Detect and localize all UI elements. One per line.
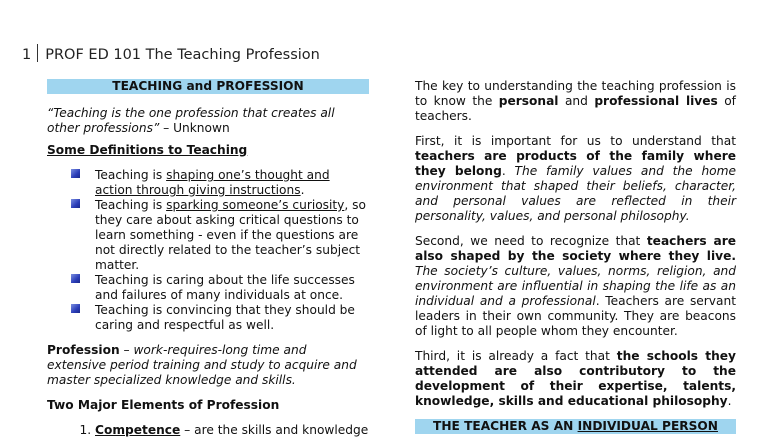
paragraph-key-understanding: The key to understanding the teaching profession is to know the personal and professional lives of teachers. bbox=[415, 79, 736, 123]
paragraph-family: First, it is important for us to understand that teachers are products of the family where they belong. The family values and the home environment that shaped their beliefs, character, and personal values are reflected in their personality, values, and personal philosophy. bbox=[415, 134, 736, 223]
section-banner-teaching-profession: TEACHING and PROFESSION bbox=[47, 79, 369, 94]
square-bullet-icon bbox=[71, 169, 80, 178]
list-item bbox=[95, 423, 369, 438]
square-bullet-icon bbox=[71, 304, 80, 313]
paragraph-society: Second, we need to recognize that teachers are also shaped by the society where they live. The society’s culture, values, norms, religion, and environment are influential in shaping the life as an individual and a professional. Teachers are servant leaders in their own community. They are beacons of light to all people whom they encounter. bbox=[415, 234, 736, 338]
quote-text: “Teaching is the one profession that creates all other professions” bbox=[47, 106, 335, 135]
opening-quote bbox=[47, 106, 369, 136]
list-item: Teaching is sparking someone’s curiosity, so they care about asking critical questions to learn something - even if the questions are not directly related to the teacher’s subject matter. bbox=[95, 198, 369, 273]
profession-definition bbox=[47, 343, 369, 388]
element-term: Competence bbox=[95, 423, 181, 437]
left-column bbox=[47, 79, 369, 438]
elements-list bbox=[47, 423, 369, 438]
quote-author: – Unknown bbox=[159, 121, 230, 135]
list-item: Teaching is shaping one’s thought and action through giving instructions. bbox=[95, 168, 369, 198]
definitions-list bbox=[47, 168, 369, 333]
elements-heading: Two Major Elements of Profession bbox=[47, 398, 280, 412]
profession-term: Profession bbox=[47, 343, 120, 357]
list-item: Teaching is convincing that they should be caring and respectful as well. bbox=[95, 303, 369, 333]
course-title: PROF ED 101 The Teaching Profession bbox=[45, 47, 320, 63]
page-header bbox=[22, 44, 320, 63]
right-column bbox=[415, 79, 736, 434]
element-description: – are the skills and knowledge bbox=[180, 423, 369, 437]
square-bullet-icon bbox=[71, 274, 80, 283]
header-divider bbox=[37, 44, 38, 62]
profession-description: – work-requires-long time and extensive period training and study to acquire and master specialized knowledge and skills. bbox=[47, 343, 357, 387]
list-item: Teaching is caring about the life successes and failures of many individuals at once. bbox=[95, 273, 369, 303]
section-banner-individual-person: THE TEACHER AS AN INDIVIDUAL PERSON bbox=[415, 419, 736, 434]
definitions-heading: Some Definitions to Teaching bbox=[47, 143, 248, 157]
page-number: 1 bbox=[22, 47, 32, 63]
paragraph-schools: Third, it is already a fact that the schools they attended are also contributory to the development of their expertise, talents, knowledge, skills and educational philosophy. bbox=[415, 349, 736, 408]
square-bullet-icon bbox=[71, 199, 80, 208]
